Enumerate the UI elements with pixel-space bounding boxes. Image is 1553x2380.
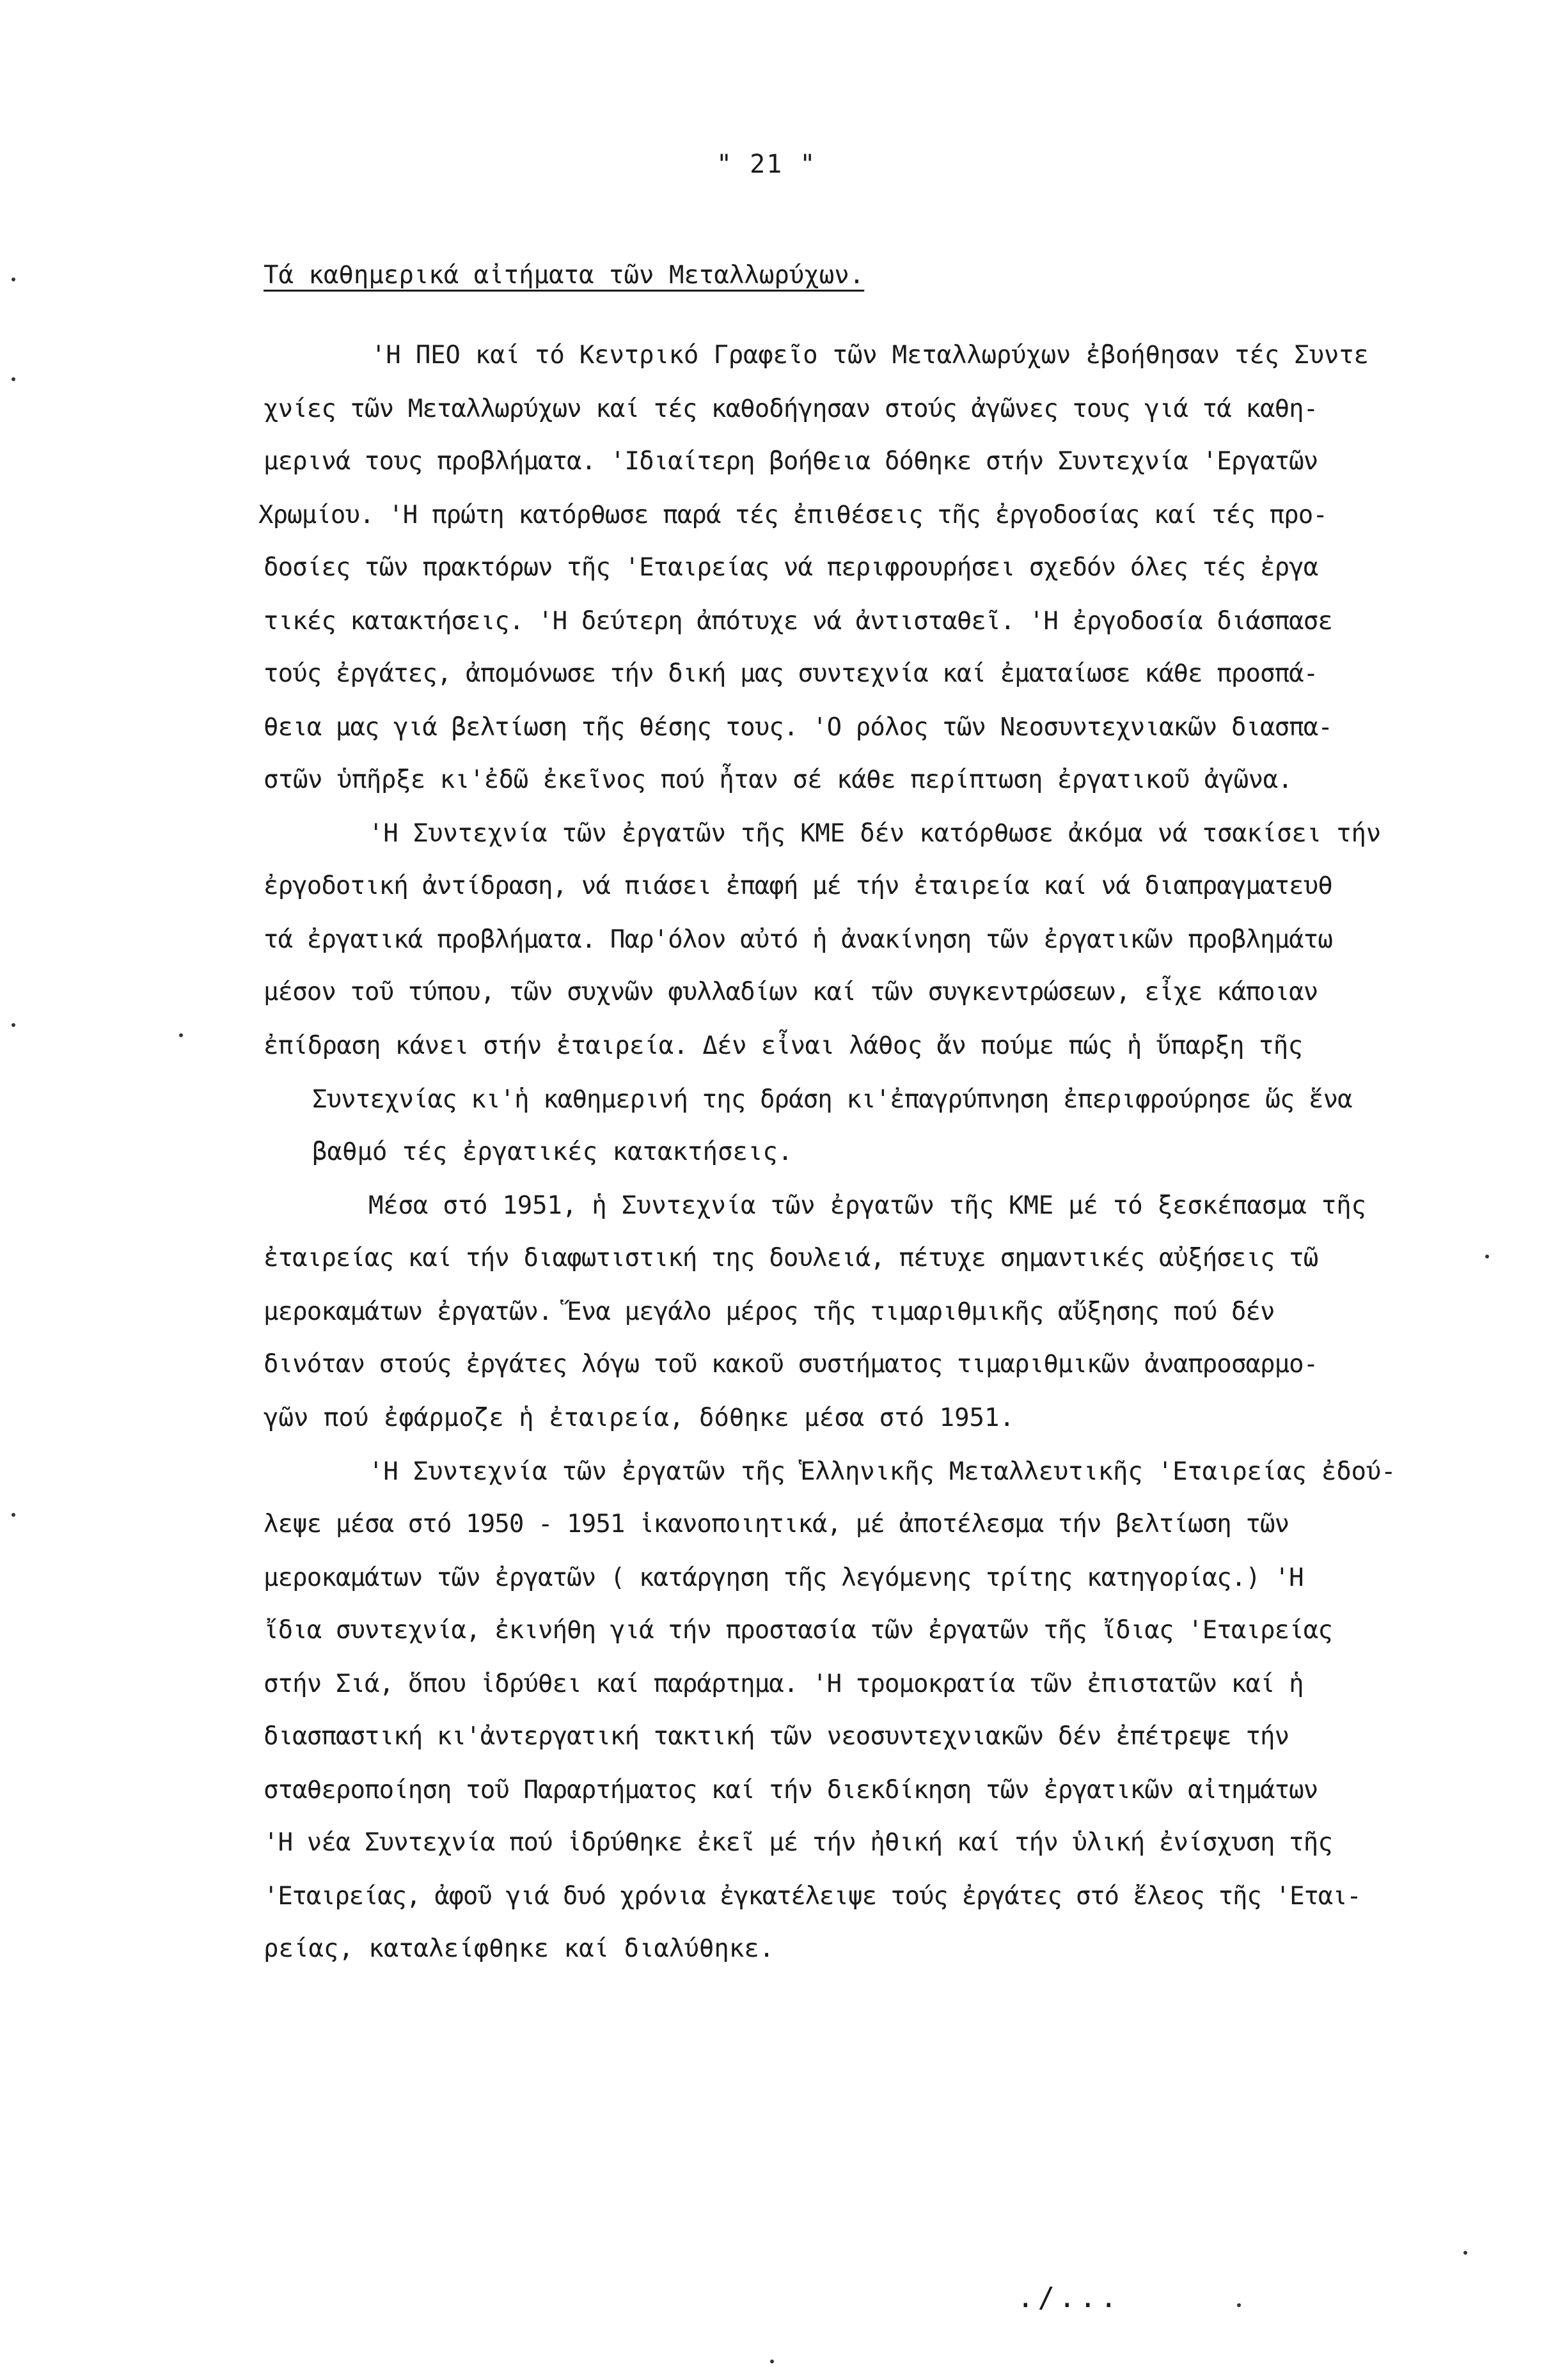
text-line: ρείας, καταλείφθηκε καί διαλύθηκε. — [264, 1934, 775, 1963]
text-line: μεροκαμάτων τῶν ἐργατῶν ( κατάργηση τῆς λεγόμενης τρίτης κατηγορίας.) 'Η — [264, 1563, 1304, 1592]
text-line: θεια μας γιά βελτίωση τῆς θέσης τους. 'Ο ρόλος τῶν Νεοσυντεχνιακῶν διασπα- — [264, 713, 1332, 742]
scan-speck — [770, 2360, 774, 2363]
text-line: Συντεχνίας κι'ἡ καθημερινή της δράση κι'ἐπαγρύπνηση ἐπεριφρούρησε ὥς ἕνα — [312, 1085, 1352, 1114]
text-line: 'Η νέα Συντεχνία πού ἱδρύθηκε ἐκεῖ μέ τήν ἠθική καί τήν ὑλική ἐνίσχυση τῆς — [264, 1828, 1332, 1857]
section-heading: Τά καθημερικά αἰτήματα τῶν Μεταλλωρύχων. — [264, 261, 865, 290]
text-line: ἐπίδραση κάνει στήν ἐταιρεία. Δέν εἶναι λάθος ἄν πούμε πώς ἡ ὕπαρξη τῆς — [264, 1031, 1303, 1060]
text-line: στῶν ὑπῆρξε κι'ἐδῶ ἐκεῖνος πού ἦταν σέ κάθε περίπτωση ἐργατικοῦ ἀγῶνα. — [264, 765, 1293, 794]
text-line: μερινά τους προβλήματα. 'Ιδιαίτερη βοήθεια δόθηκε στήν Συντεχνία 'Εργατῶν — [264, 447, 1318, 476]
scan-speck — [1485, 1255, 1489, 1258]
text-line: 'Η ΠΕΟ καί τό Κεντρικό Γραφεῖο τῶν Μεταλλωρύχων ἐβοήθησαν τές Συντε — [371, 341, 1369, 370]
text-line: βαθμό τές ἐργατικές κατακτήσεις. — [312, 1138, 793, 1166]
scan-speck — [1237, 2303, 1241, 2307]
text-line: ἴδια συντεχνία, ἐκινήθη γιά τήν προστασία τῶν ἐργατῶν τῆς ἴδιας 'Εταιρείας — [264, 1616, 1332, 1645]
continuation-mark: ./... — [1017, 2282, 1121, 2314]
scan-speck — [179, 1033, 183, 1037]
text-line: Χρωμίου. 'Η πρώτη κατόρθωσε παρά τές ἐπιθέσεις τῆς ἐργοδοσίας καί τές προ- — [258, 501, 1327, 529]
text-line: χνίες τῶν Μεταλλωρύχων καί τές καθοδήγησαν στούς ἀγῶνες τους γιά τά καθη- — [264, 395, 1318, 423]
text-line: 'Εταιρείας, ἀφοῦ γιά δυό χρόνια ἐγκατέλειψε τούς ἐργάτες στό ἔλεος τῆς 'Εται- — [264, 1882, 1361, 1911]
scan-speck — [12, 278, 15, 281]
text-line: Μέσα στό 1951, ἡ Συντεχνία τῶν ἐργατῶν τῆς ΚΜΕ μέ τό ξεσκέπασμα τῆς — [368, 1191, 1366, 1220]
text-line: σταθεροποίηση τοῦ Παραρτήματος καί τήν διεκδίκηση τῶν ἐργατικῶν αἰτημάτων — [264, 1776, 1318, 1805]
scan-speck — [12, 377, 15, 381]
page-number: " 21 " — [716, 150, 817, 179]
text-line: 'Η Συντεχνία τῶν ἐργατῶν τῆς Ἑλληνικῆς Μεταλλευτικῆς 'Εταιρείας ἐδού- — [368, 1457, 1396, 1486]
text-line: 'Η Συντεχνία τῶν ἐργατῶν τῆς ΚΜΕ δέν κατόρθωσε ἀκόμα νά τσακίσει τήν — [368, 819, 1382, 848]
text-line: τούς ἐργάτες, ἀπομόνωσε τήν δική μας συντεχνία καί ἐματαίωσε κάθε προσπά- — [264, 659, 1318, 688]
text-line: μεροκαμάτων ἐργατῶν. Ἕνα μεγάλο μέρος τῆς τιμαριθμικῆς αὔξησης πού δέν — [264, 1297, 1275, 1326]
text-line: διασπαστική κι'ἀντεργατική τακτική τῶν νεοσυντεχνιακῶν δέν ἐπέτρεψε τήν — [264, 1722, 1289, 1751]
text-line: μέσον τοῦ τύπου, τῶν συχνῶν φυλλαδίων καί τῶν συγκεντρώσεων, εἶχε κάποιαν — [264, 978, 1318, 1006]
scan-speck — [12, 1513, 15, 1517]
text-line: στήν Σιά, ὅπου ἱδρύθει καί παράρτημα. 'Η τρομοκρατία τῶν ἐπιστατῶν καί ἡ — [264, 1670, 1304, 1698]
text-line: λεψε μέσα στό 1950 - 1951 ἱκανοποιητικά, μέ ἀποτέλεσμα τήν βελτίωση τῶν — [264, 1510, 1289, 1538]
text-line: τά ἐργατικά προβλήματα. Παρ'όλον αὐτό ἡ ἀνακίνηση τῶν ἐργατικῶν προβλημάτω — [264, 925, 1332, 954]
scan-speck — [1463, 2251, 1467, 2255]
text-line: δοσίες τῶν πρακτόρων τῆς 'Εταιρείας νά περιφρουρήσει σχεδόν όλες τές ἐργα — [264, 553, 1318, 582]
text-line: ἐταιρείας καί τήν διαφωτιστική της δουλειά, πέτυχε σημαντικές αὐξήσεις τῶ — [264, 1244, 1318, 1272]
scan-speck — [12, 1023, 15, 1027]
text-line: γῶν πού ἐφάρμοζε ἡ ἐταιρεία, δόθηκε μέσα στό 1951. — [264, 1404, 1014, 1432]
text-line: τικές κατακτήσεις. 'Η δεύτερη ἀπότυχε νά ἀντισταθεῖ. 'Η ἐργοδοσία διάσπασε — [264, 607, 1332, 636]
text-line: δινόταν στούς ἐργάτες λόγω τοῦ κακοῦ συστήματος τιμαριθμικῶν ἀναπροσαρμο- — [264, 1350, 1318, 1379]
text-line: ἐργοδοτική ἀντίδραση, νά πιάσει ἐπαφή μέ τήν ἐταιρεία καί νά διαπραγματευθ — [264, 872, 1332, 900]
